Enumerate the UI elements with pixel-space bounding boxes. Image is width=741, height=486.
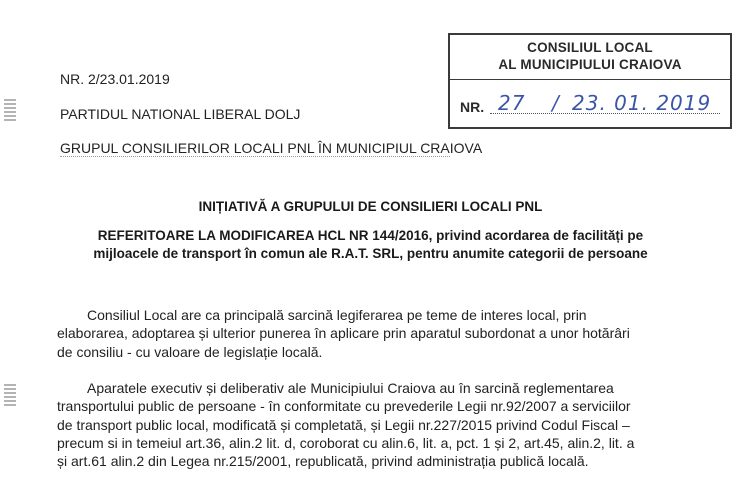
document-title: INIȚIATIVĂ A GRUPULUI DE CONSILIERI LOCALI PNL xyxy=(198,199,543,214)
paragraph-1 xyxy=(57,306,707,361)
stamp-nr-label: NR. xyxy=(460,99,485,115)
document-number: NR. 2/23.01.2019 xyxy=(60,71,170,87)
paragraph-line: de transport public local, modificată și completată, și Legii nr.227/2015 privind Codul Fiscal – xyxy=(57,416,630,433)
stamp-title-line1: CONSILIUL LOCAL xyxy=(527,40,653,55)
paragraph-line: transportului public de persoane - în conformitate cu prevederile Legii nr.92/2007 a serviciilor xyxy=(57,398,631,415)
paragraph-line: Aparatele executiv și deliberativ ale Municipiului Craiova au în sarcină reglementarea xyxy=(87,380,614,396)
handwritten-registration-number: 27 xyxy=(498,91,526,115)
punch-hole-mark xyxy=(4,384,16,406)
stamp-divider xyxy=(450,79,730,80)
paragraph-line: elaborarea, adoptarea și ulterior punerea în aplicare prin aparatul subordonat a unor hotărâri xyxy=(57,325,630,342)
punch-hole-mark xyxy=(4,99,16,121)
paragraph-line: și art.61 alin.2 din Legea nr.215/2001, republicată, privind administrația publică locală. xyxy=(57,453,589,470)
paragraph-line: precum si in temeiul art.36, alin.2 lit. d, coroborat cu alin.6, lit. a, pct. 1 și 2, art.45, alin.2, lit. a xyxy=(57,434,635,451)
header-underline xyxy=(60,156,450,157)
party-name: PARTIDUL NATIONAL LIBERAL DOLJ xyxy=(60,106,301,122)
document-subject-line2: mijloacele de transport în comun ale R.A.T. SRL, pentru anumite categorii de persoane xyxy=(93,246,648,261)
handwritten-separator: / xyxy=(552,91,560,115)
stamp-title-line2: AL MUNICIPIULUI CRAIOVA xyxy=(498,57,682,72)
group-name: GRUPUL CONSILIERILOR LOCALI PNL ÎN MUNICIPIUL CRAIOVA xyxy=(60,140,483,156)
document-subject-line1: REFERITOARE LA MODIFICAREA HCL NR 144/2016, privind acordarea de facilități pe xyxy=(97,228,644,243)
paragraph-2 xyxy=(57,379,707,470)
paragraph-line: de consiliu - cu valoare de legislație locală. xyxy=(57,343,323,360)
registration-stamp xyxy=(448,33,732,129)
handwritten-date: 23. 01. 2019 xyxy=(572,91,712,115)
paragraph-line: Consiliul Local are ca principală sarcină legiferarea pe teme de interes local, prin xyxy=(87,307,587,323)
